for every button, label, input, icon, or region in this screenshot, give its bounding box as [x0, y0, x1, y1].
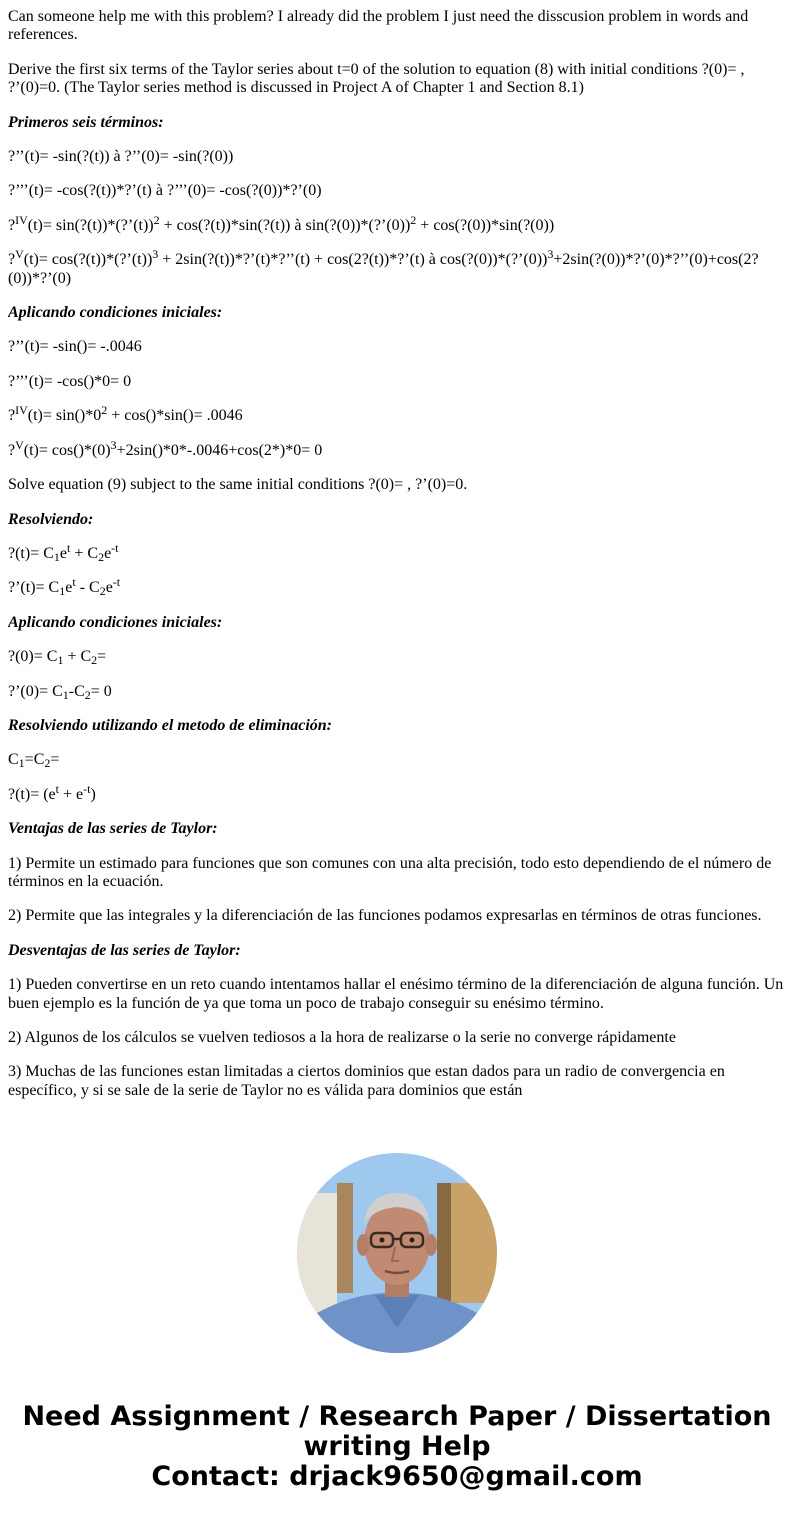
task-2-text: Solve equation (9) subject to the same initial conditions ?(0)= , ?’(0)=0.	[8, 476, 468, 494]
equation-line: ?’’’(t)= -cos()*0= 0	[8, 372, 132, 390]
question-text: Can someone help me with this problem? I already did the problem I just need the disscusion problem in words and references.	[8, 8, 749, 44]
document-body	[8, 0, 786, 1122]
disadvantage-item: 3) Muchas de las funciones estan limitadas a ciertos dominios que estan dados para un radio de convergencia en específico, y si se sale de la serie de Taylor no es válida para dominios que están	[8, 1063, 725, 1099]
equation-line: $C_1=C_2=$	[8, 751, 60, 771]
section-heading-advantages: Ventajas de las series de Taylor:	[8, 820, 218, 838]
equation-line: ?$^{IV}$(t)= sin(?(t))*(?’(t))$^2$ + cos(?(t))*sin(?(t)) à sin(?(0))*(?’(0))$^2$ + cos(?(0))*sin(?(0))	[8, 212, 555, 234]
section-heading-initial-conditions-2: Aplicando condiciones iniciales:	[8, 613, 223, 631]
section-heading-terms: Primeros seis términos:	[8, 113, 164, 131]
equation-line: ?$^{IV}$(t)= $\sin()*0^2 + \cos()*\sin()= .0046$	[8, 403, 243, 425]
section-heading-elimination: Resolviendo utilizando el metodo de eliminación:	[8, 716, 332, 734]
portrait-illustration	[297, 1153, 497, 1353]
task-1-text: Derive the first six terms of the Taylor series about t=0 of the solution to equation (8) with initial conditions ?(0)= , ?’(0)=0. (The Taylor series method is discussed in Project A of Chapter 1 and Section 8.1)	[8, 60, 745, 97]
footer-contact[interactable]: Contact: drjack9650@gmail.com	[151, 1461, 643, 1492]
footer-line-2: writing Help	[303, 1431, 491, 1462]
equation-line: ?$^V$(t)= $\cos()*(0)^3+2\sin()*0*-.0046+\cos(2*)*0= 0$	[8, 437, 323, 459]
section-heading-disadvantages: Desventajas de las series de Taylor:	[8, 941, 241, 959]
advantage-item: 2) Permite que las integrales y la diferenciación de las funciones podamos expresarlas en términos de otras funciones.	[8, 907, 762, 925]
disadvantage-item: 1) Pueden convertirse en un reto cuando intentamos hallar el enésimo término de la diferenciación de alguna función. Un buen ejemplo es la función de ya que toma un poco de trabajo conseguir su enésimo término.	[8, 976, 784, 1012]
footer-line-1: Need Assignment / Research Paper / Dissertation	[22, 1401, 772, 1432]
footer-banner	[0, 1402, 794, 1492]
equation-line: ?(t)= $C_1e^t + C_2e^{-t}$	[8, 540, 119, 564]
equation-line: ?’’’(t)= -cos(?(t))*?’(t) à ?’’’(0)= -cos(?(0))*?’(0)	[8, 182, 322, 200]
equation-line: ?’(t)= $C_1e^t - C_2e^{-t}$	[8, 575, 121, 599]
equation-line: ?$^V$(t)= cos(?(t))*(?’(t))$^3$ + 2sin(?(t))*?’(t)*?’’(t) + cos(2?(t))*?’(t) à cos(?(0))*(?’(0))$^3$+2sin(?(0))*?’(0)*?’’(0)+cos(2?(0))*?’(0)	[8, 247, 759, 287]
advantage-item: 1) Permite un estimado para funciones que son comunes con una alta precisión, todo esto dependiendo de el número de términos en la ecuación.	[8, 854, 772, 890]
equation-line: ?(t)= $(e^t + e^{-t})$	[8, 781, 96, 803]
section-heading-solving: Resolviendo:	[8, 510, 94, 528]
author-photo	[297, 1153, 497, 1353]
equation-line: ?’’(t)= -sin(?(t)) à ?’’(0)= -sin(?(0))	[8, 148, 234, 166]
equation-line: ?’’(t)= -sin()= -.0046	[8, 338, 142, 356]
equation-line: ?’(0)= $C_1-C_2= 0$	[8, 682, 112, 702]
section-heading-initial-conditions: Aplicando condiciones iniciales:	[8, 304, 223, 322]
equation-line: ?(0)= $C_1 + C_2=$	[8, 648, 107, 668]
disadvantage-item: 2) Algunos de los cálculos se vuelven tediosos a la hora de realizarse o la serie no converge rápidamente	[8, 1029, 676, 1046]
